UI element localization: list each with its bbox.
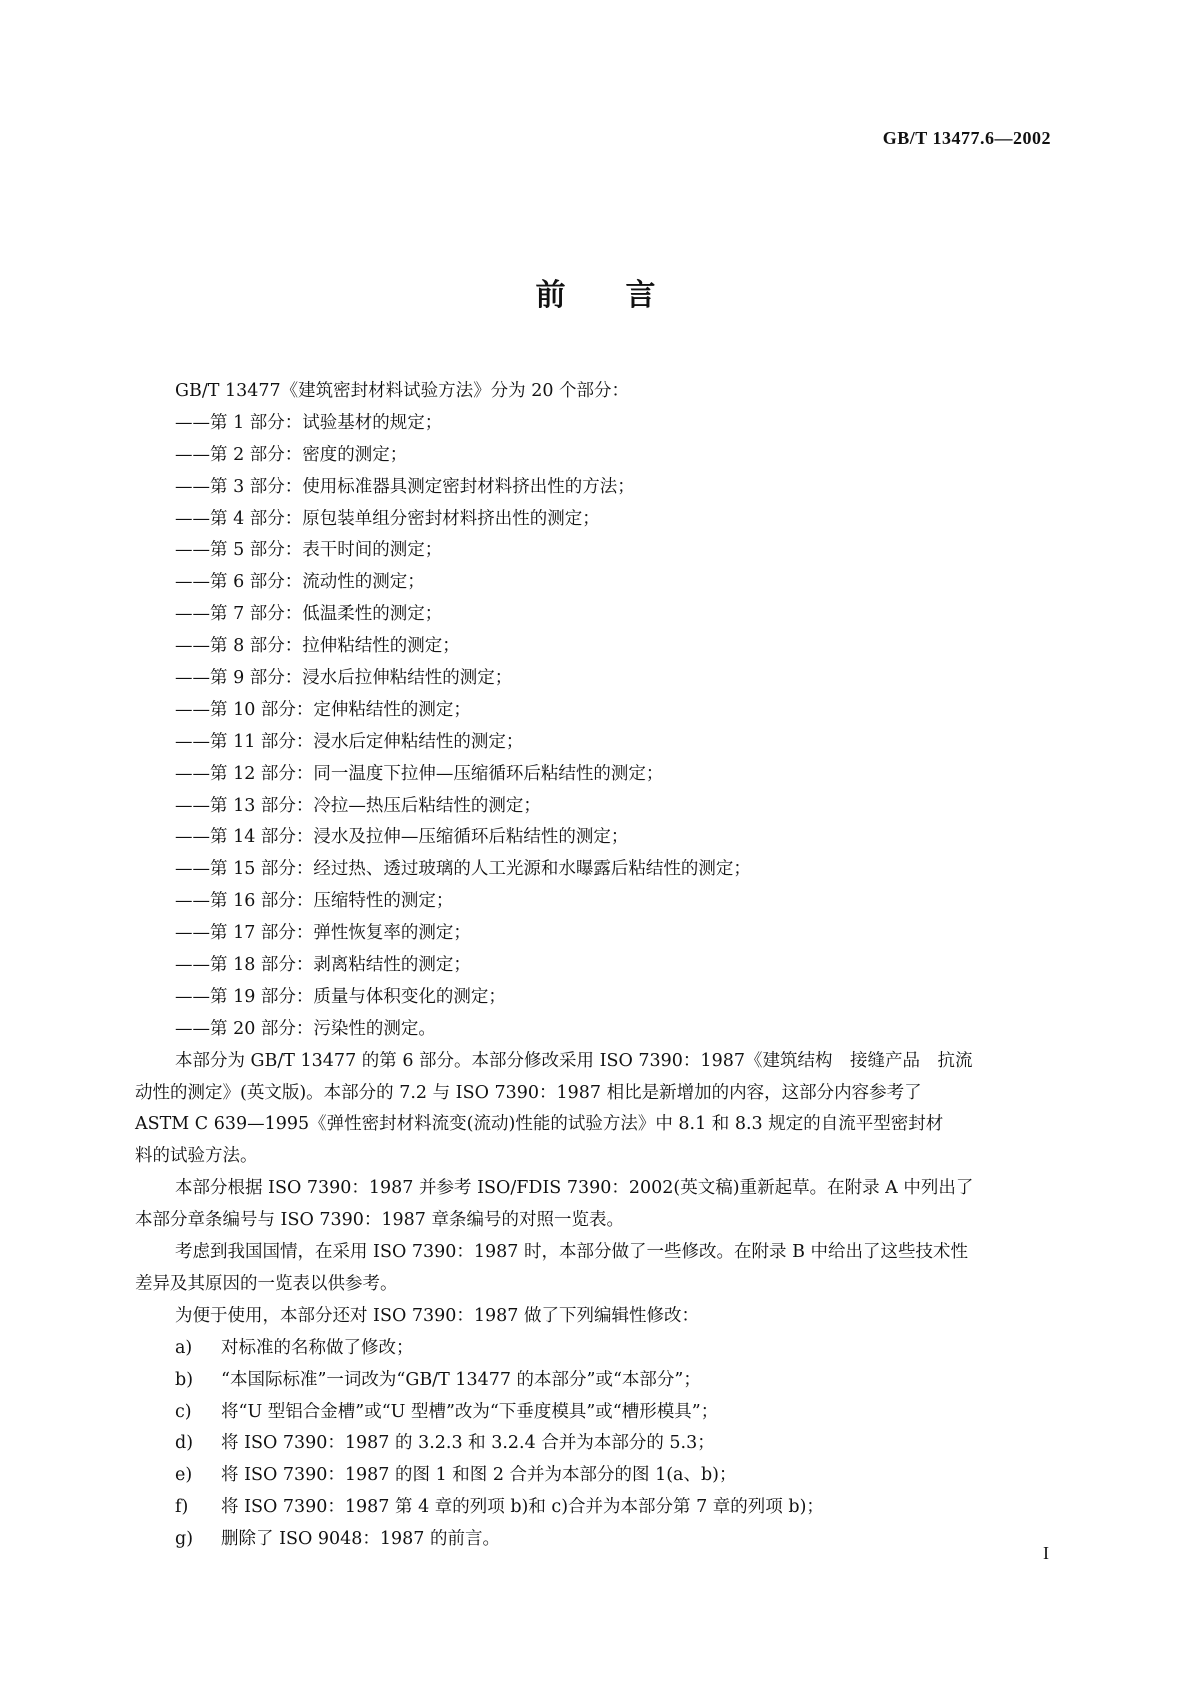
document-code-header: GB/T 13477.6—2002 [882,128,1051,148]
item-letter: f) [175,1497,189,1518]
parts-list [170,408,1050,1046]
item-letter: g) [175,1529,194,1550]
paragraph-drafting-basis [135,1173,1050,1237]
foreword-body [135,376,1050,1556]
list-item [170,1333,1050,1365]
paragraph-line: 本部分为 GB/T 13477 的第 6 部分。本部分修改采用 ISO 7390：1987《建筑结构 接缝产品 抗流 [175,1050,973,1071]
item-text: 将 ISO 7390：1987 第 4 章的列项 b)和 c)合并为本部分第 7 章的列项 b)； [221,1497,824,1518]
list-item: ——第 4 部分：原包装单组分密封材料挤出性的测定； [175,508,600,529]
item-text: “本国际标准”一词改为“GB/T 13477 的本部分”或“本部分”； [221,1369,701,1390]
list-item: ——第 12 部分：同一温度下拉伸—压缩循环后粘结性的测定； [175,763,664,784]
edits-list [170,1333,1050,1556]
item-text: 将 ISO 7390：1987 的图 1 和图 2 合并为本部分的图 1(a、b)； [221,1465,737,1486]
list-item [170,1428,1050,1460]
list-item: ——第 8 部分：拉伸粘结性的测定； [175,636,460,657]
paragraph-technical-differences [135,1237,1050,1301]
list-item: ——第 13 部分：冷拉—热压后粘结性的测定； [175,795,541,816]
paragraph-line: 差异及其原因的一览表以供参考。 [135,1273,398,1294]
list-item: ——第 11 部分：浸水后定伸粘结性的测定； [175,731,524,752]
item-letter: c) [175,1401,192,1422]
paragraph-line: 料的试验方法。 [135,1146,258,1167]
intro-line: GB/T 13477《建筑密封材料试验方法》分为 20 个部分： [175,381,630,401]
list-item [170,1524,1050,1556]
list-item: ——第 15 部分：经过热、透过玻璃的人工光源和水曝露后粘结性的测定； [175,859,751,880]
list-item: ——第 6 部分：流动性的测定； [175,572,425,593]
list-item [170,1460,1050,1492]
item-letter: e) [175,1465,193,1486]
item-text: 将 ISO 7390：1987 的 3.2.3 和 3.2.4 合并为本部分的 5.3； [221,1433,715,1454]
list-item: ——第 3 部分：使用标准器具测定密封材料挤出性的方法； [175,476,635,497]
list-item: ——第 9 部分：浸水后拉伸粘结性的测定； [175,668,513,689]
page-number: I [1043,1543,1049,1563]
paragraph-line: 本部分根据 ISO 7390：1987 并参考 ISO/FDIS 7390：2002(英文稿)重新起草。在附录 A 中列出了 [175,1178,974,1199]
list-item: ——第 1 部分：试验基材的规定； [175,412,443,433]
list-item: ——第 18 部分：剥离粘结性的测定； [175,955,471,976]
list-item: ——第 19 部分：质量与体积变化的测定； [175,986,506,1007]
paragraph-scope [135,1046,1050,1174]
item-letter: b) [175,1369,194,1390]
paragraph-line: 考虑到我国国情，在采用 ISO 7390：1987 时，本部分做了一些修改。在附录 B 中给出了这些技术性 [175,1242,968,1263]
paragraph-editorial-changes [170,1301,1050,1333]
list-item: ——第 20 部分：污染性的测定。 [175,1018,436,1039]
list-item: ——第 14 部分：浸水及拉伸—压缩循环后粘结性的测定； [175,827,629,848]
list-item [170,1365,1050,1397]
list-item: ——第 7 部分：低温柔性的测定； [175,604,443,625]
item-letter: a) [175,1337,193,1358]
paragraph-line: 为便于使用，本部分还对 ISO 7390：1987 做了下列编辑性修改： [175,1305,700,1326]
paragraph-line: 动性的测定》(英文版)。本部分的 7.2 与 ISO 7390：1987 相比是新增加的内容，这部分内容参考了 [135,1082,922,1103]
item-text: 将“U 型铝合金槽”或“U 型槽”改为“下垂度模具”或“槽形模具”； [221,1401,719,1422]
list-item [170,1397,1050,1429]
item-text: 删除了 ISO 9048：1987 的前言。 [221,1529,501,1550]
paragraph-line: 本部分章条编号与 ISO 7390：1987 章条编号的对照一览表。 [135,1210,625,1231]
list-item: ——第 10 部分：定伸粘结性的测定； [175,699,471,720]
paragraph-line: ASTM C 639—1995《弹性密封材料流变(流动)性能的试验方法》中 8.1 和 8.3 规定的自流平型密封材 [135,1114,944,1135]
list-item: ——第 16 部分：压缩特性的测定； [175,891,454,912]
item-letter: d) [175,1433,194,1454]
list-item: ——第 17 部分：弹性恢复率的测定； [175,923,471,944]
item-text: 对标准的名称做了修改； [221,1337,414,1358]
page-title: 前言 [535,278,716,313]
list-item: ——第 2 部分：密度的测定； [175,444,408,465]
list-item: ——第 5 部分：表干时间的测定； [175,540,443,561]
list-item [170,1492,1050,1524]
